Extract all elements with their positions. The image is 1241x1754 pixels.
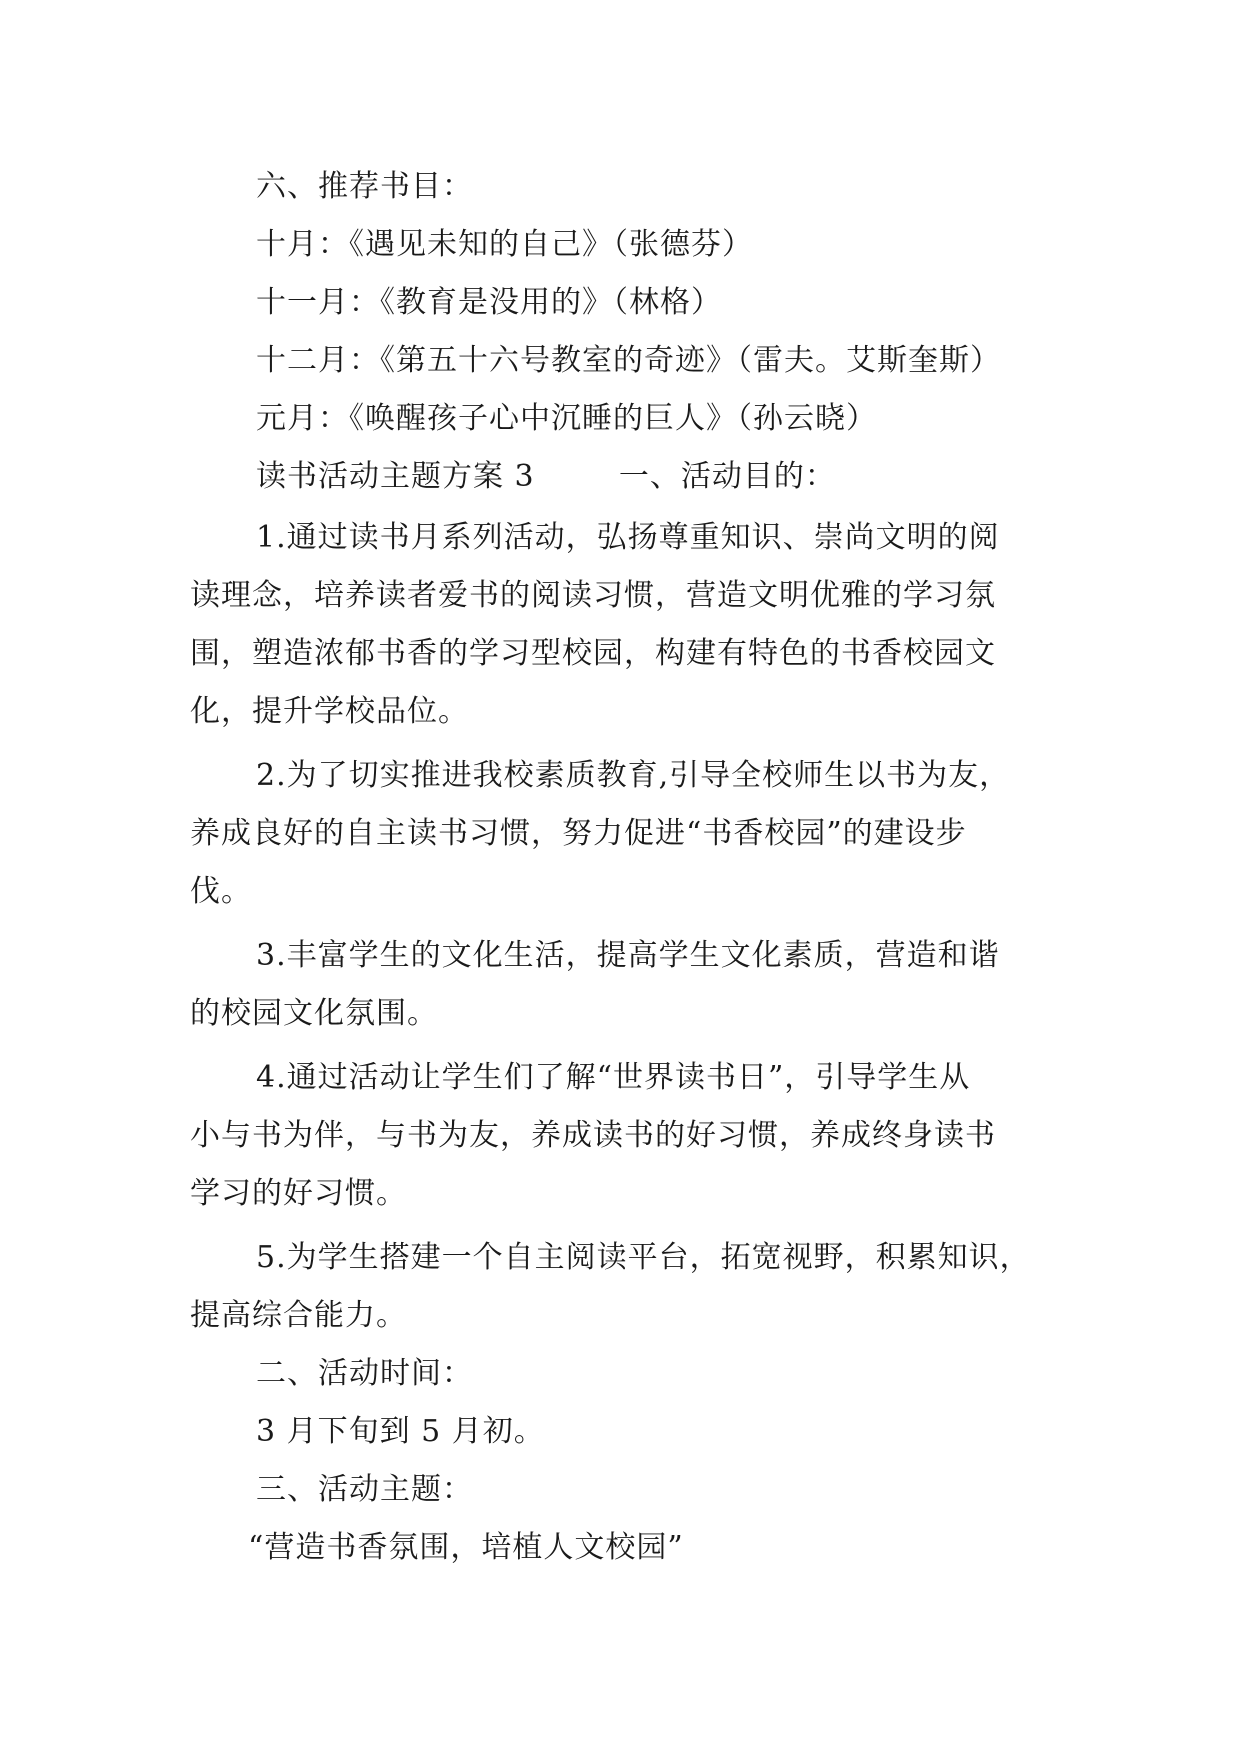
purpose-paragraph-1	[190, 509, 1056, 741]
book-december: 十二月：《第五十六号教室的奇迹》（雷夫。艾斯奎斯）	[256, 343, 1001, 378]
activity-theme-text: “营造书香氛围，培植人文校园”	[248, 1530, 684, 1565]
document-body	[190, 158, 1056, 1577]
paragraph-line: 的校园文化氛围。	[190, 996, 438, 1031]
paragraph-line: 2.为了切实推进我校素质教育,引导全校师生以书为友，	[256, 758, 1011, 793]
book-october: 十月：《遇见未知的自己》（张德芬）	[256, 227, 753, 262]
book-january: 元月：《唤醒孩子心中沉睡的巨人》（孙云晓）	[256, 401, 877, 436]
purpose-paragraph-2	[190, 747, 1056, 921]
paragraph-line: 围，塑造浓郁书香的学习型校园，构建有特色的书香校园文	[190, 636, 996, 671]
book-november: 十一月：《教育是没用的》（林格）	[256, 285, 722, 320]
paragraph-line: 化，提升学校品位。	[190, 694, 469, 729]
purpose-paragraph-5	[190, 1229, 1056, 1345]
paragraph-line: 4.通过活动让学生们了解“世界读书日”，引导学生从	[256, 1060, 971, 1095]
section-heading-activity-time: 二、活动时间：	[256, 1356, 473, 1391]
purpose-paragraph-3	[190, 927, 1056, 1043]
paragraph-line: 读理念，培养读者爱书的阅读习惯，营造文明优雅的学习氛	[190, 578, 996, 613]
paragraph-line: 小与书为伴，与书为友，养成读书的好习惯，养成终身读书	[190, 1118, 996, 1153]
activity-time-text: 3 月下旬到 5 月初。	[256, 1414, 545, 1449]
paragraph-line: 学习的好习惯。	[190, 1176, 407, 1211]
paragraph-line: 5.为学生搭建一个自主阅读平台，拓宽视野，积累知识，	[256, 1240, 1031, 1275]
paragraph-line: 1.通过读书月系列活动，弘扬尊重知识、崇尚文明的阅	[256, 520, 1000, 555]
purpose-paragraph-4	[190, 1049, 1056, 1223]
paragraph-line: 提高综合能力。	[190, 1298, 407, 1333]
paragraph-line: 养成良好的自主读书习惯，努力促进“书香校园”的建设步	[190, 816, 967, 851]
section-heading-activity-theme: 三、活动主题：	[256, 1472, 473, 1507]
paragraph-line: 3.丰富学生的文化生活，提高学生文化素质，营造和谐	[256, 938, 1000, 973]
plan-title-and-purpose-heading: 读书活动主题方案 3 一、活动目的：	[256, 459, 836, 494]
paragraph-line: 伐。	[190, 874, 252, 909]
section-heading-recommended-books: 六、推荐书目：	[256, 169, 473, 204]
